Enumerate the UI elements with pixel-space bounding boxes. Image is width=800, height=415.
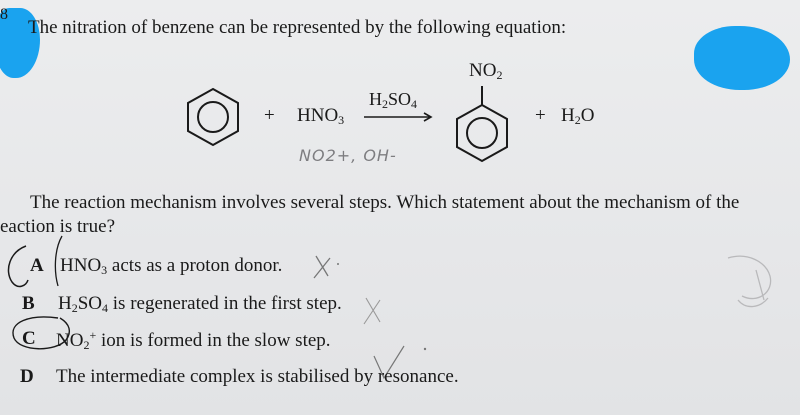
water-o: O (580, 105, 595, 126)
option-a-statement: acts as a proton donor. (107, 255, 283, 276)
catalyst-h: H (369, 89, 382, 109)
option-c-subscript: 2 (83, 338, 90, 352)
option-b-sub-2: 4 (102, 301, 109, 315)
nitrobenzene-product-icon (457, 86, 507, 161)
equation-plus-2: + (535, 105, 546, 126)
option-d[interactable] (0, 366, 800, 392)
equation-water (561, 105, 594, 128)
water-subscript: 2 (574, 113, 581, 127)
catalyst-so: SO (388, 89, 412, 109)
mechanism-line-2: eaction is true? (0, 216, 116, 237)
option-c-letter: C (22, 328, 36, 349)
option-b-text (58, 293, 342, 316)
option-d-letter: D (20, 366, 34, 387)
equation-reagent (297, 105, 344, 128)
option-b-sub-1: 2 (71, 301, 78, 315)
option-c-text (56, 328, 331, 353)
option-d-text: The intermediate complex is stabilised by resonance. (56, 366, 459, 387)
option-a-subscript: 3 (101, 263, 108, 277)
option-c[interactable] (0, 328, 800, 354)
catalyst-sub-2: 4 (411, 97, 418, 111)
water-h: H (561, 105, 575, 126)
option-c-statement: ion is formed in the slow step. (96, 330, 331, 351)
option-b[interactable] (0, 293, 800, 319)
option-b-letter: B (22, 293, 35, 314)
benzene-reactant-icon (188, 89, 238, 145)
option-a-formula: HNO (60, 255, 102, 276)
reagent-subscript: 3 (338, 113, 345, 127)
option-b-formula-so: SO (77, 293, 103, 314)
reagent-formula: HNO (297, 105, 339, 126)
nitro-formula: NO (469, 60, 497, 81)
option-c-charge: + (89, 328, 97, 342)
question-intro: The nitration of benzene can be represented by the following equation: (28, 17, 567, 38)
option-a-letter: A (30, 255, 44, 276)
nitro-subscript: 2 (496, 68, 503, 82)
mechanism-line-1: The reaction mechanism involves several steps. Which statement about the mechanism of the (30, 192, 740, 213)
equation-nitro-group (469, 60, 502, 83)
question-number: 8 (0, 6, 8, 23)
reaction-arrow-icon (364, 113, 431, 121)
option-b-statement: is regenerated in the first step. (108, 293, 342, 314)
option-b-formula-h: H (58, 293, 72, 314)
equation-plus-1: + (264, 105, 275, 126)
equation-catalyst (369, 89, 417, 112)
catalyst-sub-1: 2 (382, 97, 388, 111)
handwritten-note: NO2+, OH- (299, 146, 397, 165)
option-a[interactable] (0, 255, 800, 281)
option-c-formula: NO (56, 330, 84, 351)
option-a-text (60, 255, 282, 278)
